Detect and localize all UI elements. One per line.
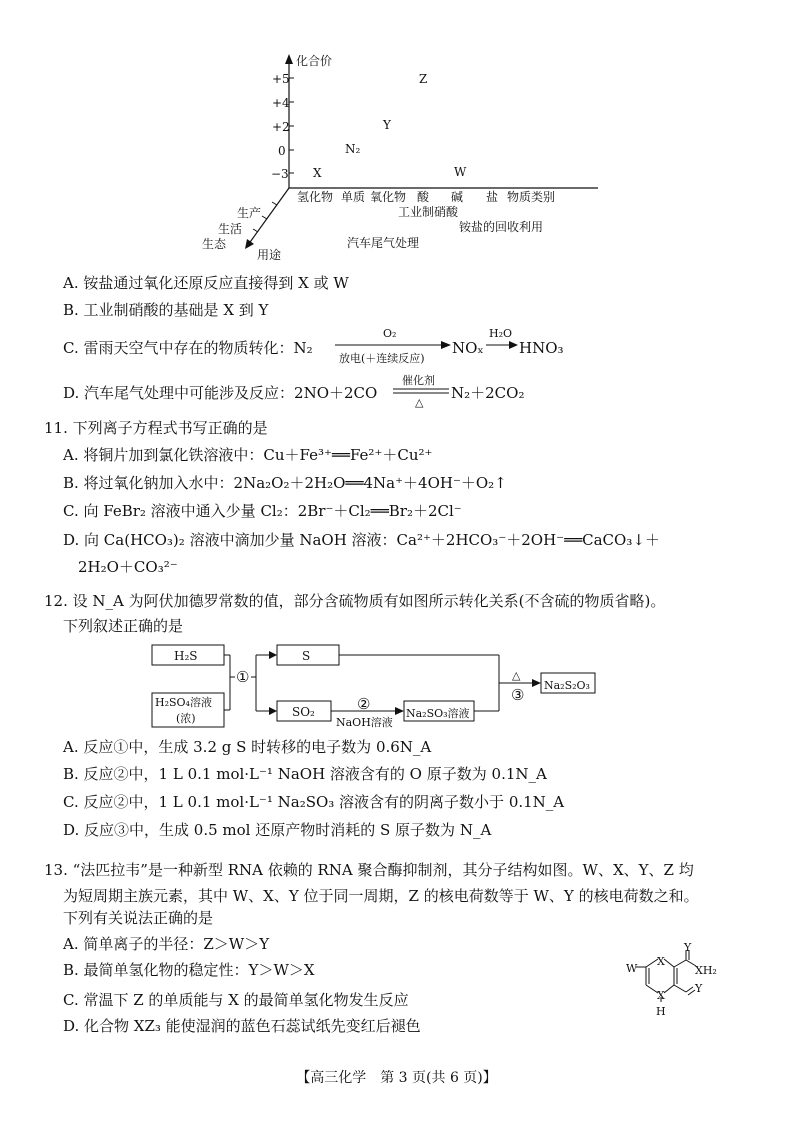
x-axis-label: 物质类别: [507, 190, 556, 204]
x-category: 碱: [451, 190, 464, 204]
box-h2s: H₂S: [174, 649, 198, 663]
y-tick: −3: [271, 167, 289, 181]
point-w: W: [454, 165, 467, 179]
box-h2so4: H₂SO₄溶液: [155, 696, 212, 709]
condition-heat: △: [415, 396, 424, 409]
point-x: X: [313, 166, 322, 180]
arrow-under-label: 放电(＋连续反应): [339, 352, 425, 365]
q13-stem: 13. “法匹拉韦”是一种新型 RNA 依赖的 RNA 聚合酶抑制剂，其分子结构如图。W、X、Y、Z 均: [44, 861, 694, 879]
q10-option-c: C. 雷雨天空气中存在的物质转化：N₂: [63, 339, 313, 357]
point-z: Z: [419, 72, 428, 86]
q13-option-b: B. 最简单氢化物的稳定性：Y＞W＞X: [63, 961, 315, 979]
arrow-over-label: O₂: [383, 327, 397, 340]
mol-atom-y: Y: [684, 941, 692, 954]
q13-option-d: D. 化合物 XZ₃ 能使湿润的蓝色石蕊试纸先变红后褪色: [63, 1017, 421, 1035]
application-label: 铵盐的回收利用: [459, 220, 544, 234]
q10-option-d: D. 汽车尾气处理中可能涉及反应：2NO＋2CO: [63, 384, 378, 402]
q13-option-c: C. 常温下 Z 的单质能与 X 的最简单氢化物发生反应: [63, 991, 409, 1009]
y-tick: +4: [272, 96, 290, 110]
mol-atom-y: Y: [695, 982, 703, 995]
q11-stem: 11. 下列离子方程式书写正确的是: [44, 419, 268, 437]
box-h2so4-conc: (浓): [176, 712, 196, 725]
step-3: ③: [511, 686, 525, 704]
product-d: N₂＋2CO₂: [451, 384, 525, 402]
y-tick: +2: [272, 120, 290, 134]
reaction-arrow: [335, 340, 451, 350]
application-label: 工业制硝酸: [398, 205, 459, 219]
depth-label: 用途: [257, 248, 282, 262]
x-category: 氧化物: [370, 190, 407, 204]
q12-option-d: D. 反应③中，生成 0.5 mol 还原产物时消耗的 S 原子数为 N_A: [63, 821, 492, 839]
page-footer: 【高三化学 第 3 页(共 6 页)】: [296, 1070, 497, 1086]
q13-option-a: A. 简单离子的半径：Z＞W＞Y: [63, 935, 270, 953]
box-na2s2o3: Na₂S₂O₃: [544, 679, 590, 692]
q11-option-a: A. 将铜片加到氯化铁溶液中：Cu＋Fe³⁺══Fe²⁺＋Cu²⁺: [63, 446, 433, 464]
reaction-arrow: [486, 340, 518, 350]
q12-stem-2: 下列叙述正确的是: [63, 617, 184, 635]
box-s: S: [302, 649, 311, 663]
y-tick: 0: [278, 144, 286, 158]
application-label: 汽车尾气处理: [347, 236, 420, 250]
depth-label: 生活: [218, 222, 243, 236]
q13-stem-3: 下列有关说法正确的是: [63, 909, 214, 927]
x-category: 单质: [341, 190, 366, 204]
mol-atom-h: H: [656, 1005, 666, 1018]
q12-option-a: A. 反应①中，生成 3.2 g S 时转移的电子数为 0.6N_A: [63, 738, 432, 756]
x-category: 酸: [417, 190, 430, 204]
q11-option-c: C. 向 FeBr₂ 溶液中通入少量 Cl₂：2Br⁻＋Cl₂══Br₂＋2Cl⁻: [63, 502, 462, 520]
step-1: ①: [236, 668, 250, 686]
valence-diagram: [190, 40, 610, 265]
arrow-over-label: H₂O: [489, 327, 513, 340]
x-category: 氢化物: [297, 190, 334, 204]
depth-label: 生态: [202, 237, 227, 251]
q12-option-b: B. 反应②中，1 L 0.1 mol·L⁻¹ NaOH 溶液含有的 O 原子数为 0.1N_A: [63, 765, 547, 783]
reagent-naoh: NaOH溶液: [336, 716, 393, 729]
mol-atom-w: W: [626, 962, 638, 975]
q12-stem: 12. 设 N_A 为阿伏加德罗常数的值，部分含硫物质有如图所示转化关系(不含硫的物质省略)。: [44, 592, 666, 610]
q10-option-b: B. 工业制硝酸的基础是 X 到 Y: [63, 301, 269, 319]
q11-option-d-cont: 2H₂O＋CO₃²⁻: [78, 558, 178, 576]
mol-atom-x: X: [657, 955, 665, 968]
box-so2: SO₂: [292, 705, 315, 719]
q11-option-b: B. 将过氧化钠加入水中：2Na₂O₂＋2H₂O══4Na⁺＋4OH⁻＋O₂↑: [63, 474, 507, 492]
q10-option-a: A. 铵盐通过氧化还原反应直接得到 X 或 W: [63, 274, 349, 292]
mol-atom-x: X: [657, 989, 665, 1002]
product-nox: NOₓ: [452, 339, 484, 357]
q11-option-d: D. 向 Ca(HCO₃)₂ 溶液中滴加少量 NaOH 溶液：Ca²⁺＋2HCO₃⁻＋2OH⁻══CaCO₃↓＋: [63, 531, 660, 549]
q13-stem-2: 为短周期主族元素，其中 W、X、Y 位于同一周期，Z 的核电荷数等于 W、Y 的核电荷数之和。: [63, 887, 699, 905]
mol-group-xh2: XH₂: [695, 964, 717, 977]
y-axis-label: 化合价: [296, 54, 333, 68]
y-tick: +5: [272, 72, 290, 86]
box-na2so3: Na₂SO₃溶液: [406, 707, 470, 720]
x-category: 盐: [486, 190, 499, 204]
point-n2: N₂: [345, 142, 361, 156]
condition-catalyst: 催化剂: [402, 374, 435, 387]
step-2: ②: [357, 695, 371, 713]
q12-option-c: C. 反应②中，1 L 0.1 mol·L⁻¹ Na₂SO₃ 溶液含有的阴离子数小于 0.1N_A: [63, 793, 565, 811]
point-y: Y: [383, 118, 391, 132]
depth-label: 生产: [237, 206, 262, 220]
product-hno3: HNO₃: [519, 339, 564, 357]
condition-heat: △: [512, 669, 521, 682]
